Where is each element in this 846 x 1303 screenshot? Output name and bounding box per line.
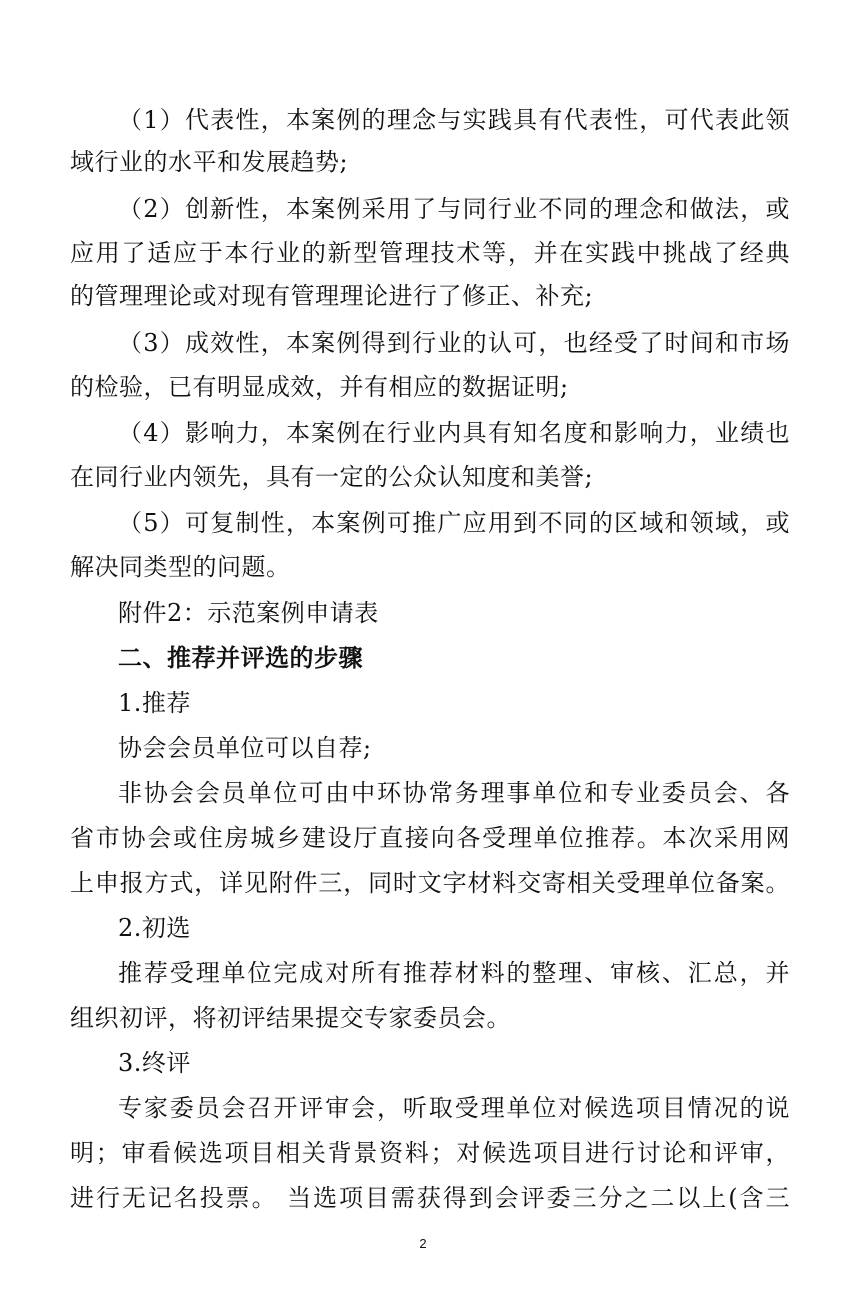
paragraph-criterion-4-line-2: 在同行业内领先，具有一定的公众认知度和美誉; [70, 463, 594, 491]
step-1-line-1: 协会会员单位可以自荐; [118, 734, 372, 762]
paragraph-criterion-2-line-1: （2）创新性，本案例采用了与同行业不同的理念和做法，或 [118, 195, 790, 223]
paragraph-criterion-4-line-1: （4）影响力，本案例在行业内具有知名度和影响力，业绩也 [118, 419, 790, 447]
step-3-title: 3.终评 [118, 1049, 191, 1077]
page-number: 2 [419, 1236, 427, 1251]
step-1-paragraph-line-1: 非协会会员单位可由中环协常务理事单位和专业委员会、各 [118, 779, 790, 807]
attachment-2-reference: 附件2：示范案例申请表 [118, 599, 379, 627]
paragraph-criterion-2-line-2: 应用了适应于本行业的新型管理技术等，并在实践中挑战了经典 [70, 239, 790, 267]
section-heading-steps: 二、推荐并评选的步骤 [118, 644, 363, 672]
step-1-paragraph-line-2: 省市协会或住房城乡建设厅直接向各受理单位推荐。本次采用网 [70, 824, 790, 852]
paragraph-criterion-1-line-1: （1）代表性，本案例的理念与实践具有代表性，可代表此领 [118, 106, 790, 134]
step-3-paragraph-line-1: 专家委员会召开评审会，听取受理单位对候选项目情况的说 [118, 1094, 790, 1122]
step-1-paragraph-line-3: 上申报方式，详见附件三，同时文字材料交寄相关受理单位备案。 [70, 869, 790, 897]
step-2-paragraph-line-1: 推荐受理单位完成对所有推荐材料的整理、审核、汇总，并 [118, 959, 790, 987]
paragraph-criterion-3-line-1: （3）成效性，本案例得到行业的认可，也经受了时间和市场 [118, 329, 790, 357]
step-1-title: 1.推荐 [118, 689, 191, 717]
paragraph-criterion-5-line-1: （5）可复制性，本案例可推广应用到不同的区域和领域，或 [118, 509, 790, 537]
step-2-paragraph-line-2: 组织初评，将初评结果提交专家委员会。 [70, 1004, 511, 1032]
paragraph-criterion-1-line-2: 域行业的水平和发展趋势; [70, 148, 349, 176]
step-3-paragraph-line-3: 进行无记名投票。 当选项目需获得到会评委三分之二以上(含三 [70, 1184, 790, 1212]
step-3-paragraph-line-2: 明；审看候选项目相关背景资料；对候选项目进行讨论和评审， [70, 1139, 790, 1167]
paragraph-criterion-5-line-2: 解决同类型的问题。 [70, 553, 291, 581]
paragraph-criterion-2-line-3: 的管理理论或对现有管理理论进行了修正、补充; [70, 282, 594, 310]
step-2-title: 2.初选 [118, 914, 191, 942]
paragraph-criterion-3-line-2: 的检验，已有明显成效，并有相应的数据证明; [70, 373, 569, 401]
